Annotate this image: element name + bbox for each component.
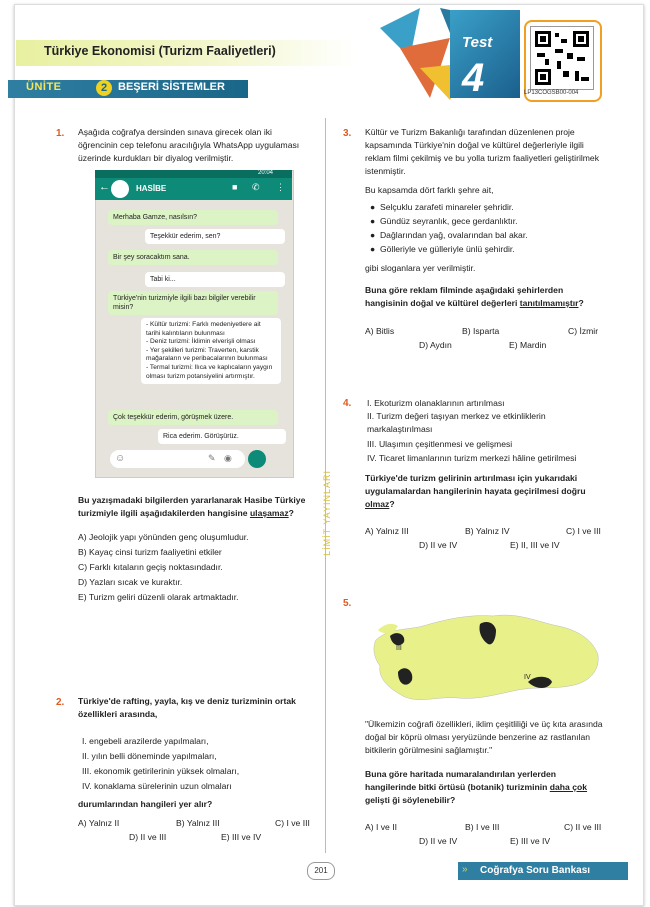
q1-option-b[interactable]: B) Kayaç cinsi turizm faaliyetini etkiler: [78, 547, 222, 557]
chat-message: Türkiye'nin turizmiyle ilgili bazı bilgiler verebilir misin?: [108, 291, 278, 315]
unite-label: ÜNİTE: [26, 81, 62, 93]
q2-option-b[interactable]: B) Yalnız III: [176, 818, 220, 828]
test-number: 4: [462, 56, 485, 100]
test-word: Test: [462, 34, 493, 51]
q4-item: IV. Ticaret limanlarının turizm merkezi hâline getirilmesi: [367, 453, 577, 463]
q4-option-c[interactable]: C) I ve III: [566, 526, 601, 536]
emoji-icon[interactable]: ☺: [115, 453, 126, 464]
q4-option-b[interactable]: B) Yalnız IV: [465, 526, 510, 536]
q3-bullet: ● Selçuklu zarafeti minareler şehridir.: [370, 202, 514, 212]
map-label-ii: II: [408, 676, 412, 683]
q3-option-e[interactable]: E) Mardin: [509, 340, 547, 350]
q3-option-c[interactable]: C) İzmir: [568, 326, 599, 336]
q4-number: 4.: [343, 398, 352, 409]
q4-item: III. Ulaşımın çeşitlenmesi ve gelişmesi: [367, 439, 513, 449]
chat-message: Çok teşekkür ederim, görüşmek üzere.: [108, 410, 278, 425]
q5-option-e[interactable]: E) III ve IV: [510, 836, 551, 846]
q3-after: gibi sloganlara yer verilmiştir.: [365, 263, 476, 273]
page-title: Türkiye Ekonomisi (Turizm Faaliyetleri): [44, 44, 276, 58]
video-call-icon[interactable]: ■: [232, 182, 238, 192]
chat-message: - Kültür turizmi: Farklı medeniyetlere ait tarihi kalıntıların bulunması - Deniz turizmi: İklimin elverişli olması - Yer şekilleri turizmi: Traverten, karstik mağaraların ve peribacalarının bulunması - Termal turizmi: Ilıca ve kaplıcaların yaygın olması turizm potansiyelini artırmıştır.: [141, 318, 281, 384]
q3-option-d[interactable]: D) Aydın: [419, 340, 452, 350]
menu-icon[interactable]: ⋮: [276, 182, 285, 192]
chat-message: Rica ederim. Görüşürüz.: [158, 429, 286, 444]
q4-option-e[interactable]: E) II, III ve IV: [510, 540, 560, 550]
brand-vertical: LİMİT YAYINLARI: [322, 470, 332, 556]
q5-quote: "Ülkemizin coğrafi özellikleri, iklim çeşitliliği ve üç kıta arasında doğal bir köprü olması yeryüzünde benzerine az rastlanılan bitkilerin görülmesini sağlamıştır.": [365, 719, 603, 755]
chat-message: Merhaba Gamze, nasılsın?: [108, 210, 278, 225]
q1-option-c[interactable]: C) Farklı kıtaların geçiş noktasındadır.: [78, 562, 223, 572]
q1-number: 1.: [56, 128, 65, 139]
map-label-iv: IV: [524, 674, 531, 681]
q2-item: III. ekonomik getirilerinin yüksek olmaları,: [82, 766, 240, 776]
q1-option-a[interactable]: A) Jeolojik yapı yönünden genç oluşumludur.: [78, 532, 249, 542]
avatar: [111, 180, 129, 198]
camera-icon[interactable]: ◉: [224, 453, 232, 463]
q2-option-d[interactable]: D) II ve III: [129, 832, 167, 842]
q1-intro: Aşağıda coğrafya dersinden sınava girecek olan iki öğrencinin cep telefonu aracılığıyla WhatsApp uygulaması üzerinde kurdukları bir diyalog verilmiştir.: [78, 127, 300, 163]
page-number: 201: [307, 862, 335, 880]
turkey-map: [368, 600, 604, 710]
q1-option-d[interactable]: D) Yazları sıcak ve kuraktır.: [78, 577, 183, 587]
q3-lead: Bu kapsamda dört farklı şehre ait,: [365, 185, 494, 195]
q3-number: 3.: [343, 128, 352, 139]
chat-message: Teşekkür ederim, sen?: [145, 229, 285, 244]
q4-item: II. Turizm değeri taşıyan merkez ve etkinliklerin markalaştırılması: [367, 411, 546, 434]
q3-bullet: ● Dağlarından yağ, ovalarından bal akar.: [370, 230, 528, 240]
q2-question: durumlarından hangileri yer alır?: [78, 799, 213, 809]
chat-status-time: 20:04: [258, 170, 274, 176]
q4-option-d[interactable]: D) II ve IV: [419, 540, 458, 550]
qr-code-id: LP13COGSB00-004: [524, 90, 579, 96]
q2-item: II. yılın belli döneminde yapılmaları,: [82, 751, 217, 761]
back-arrow-icon[interactable]: ←: [99, 181, 110, 193]
q2-option-c[interactable]: C) I ve III: [275, 818, 310, 828]
q5-question: Buna göre haritada numaralandırılan yerlerden hangilerinde bitki örtüsü (botanik) turizminin daha çok gelişti ği söylenebilir?: [365, 769, 588, 805]
unite-name: BEŞERİ SİSTEMLER: [118, 81, 225, 93]
q3-bullet: ● Gündüz seyranlık, gece gerdanlıktır.: [370, 216, 518, 226]
q3-bullet: ● Gölleriyle ve gülleriyle ünlü şehirdir.: [370, 244, 515, 254]
q2-option-a[interactable]: A) Yalnız II: [78, 818, 120, 828]
q1-option-e[interactable]: E) Turizm geliri düzenli olarak artmaktadır.: [78, 592, 239, 602]
q1-question: Bu yazışmadaki bilgilerden yararlanarak Hasibe Türkiye turizmiyle ilgili aşağıdakilerden hangisine ulaşamaz?: [78, 495, 306, 518]
q3-option-b[interactable]: B) Isparta: [462, 326, 500, 336]
q5-option-c[interactable]: C) II ve III: [564, 822, 602, 832]
map-label-i: I: [484, 631, 486, 638]
q2-number: 2.: [56, 697, 65, 708]
microphone-icon[interactable]: [248, 450, 266, 468]
chevron-icon: »: [462, 864, 468, 875]
attach-icon[interactable]: ✎: [208, 453, 216, 463]
q2-option-e[interactable]: E) III ve IV: [221, 832, 262, 842]
chat-contact-name: HASİBE: [136, 184, 167, 193]
q3-question: Buna göre reklam filminde aşağıdaki şehirlerden hangisinin doğal ve kültürel değerleri tanıtılmamıştır?: [365, 285, 584, 308]
phone-call-icon[interactable]: ✆: [252, 182, 260, 192]
q2-item: I. engebeli arazilerde yapılmaları,: [82, 736, 209, 746]
chat-message: Tabi ki...: [145, 272, 285, 287]
qr-code-icon[interactable]: [530, 26, 594, 90]
q4-option-a[interactable]: A) Yalnız III: [365, 526, 409, 536]
q2-item: IV. konaklama sürelerinin uzun olmaları: [82, 781, 232, 791]
q5-option-d[interactable]: D) II ve IV: [419, 836, 458, 846]
q5-option-b[interactable]: B) I ve III: [465, 822, 500, 832]
q5-number: 5.: [343, 598, 352, 609]
book-name: Coğrafya Soru Bankası: [480, 865, 591, 876]
q2-intro: Türkiye'de rafting, yayla, kış ve deniz turizminin ortak özellikleri arasında,: [78, 696, 296, 719]
map-label-iii: III: [396, 645, 402, 652]
q3-intro: Kültür ve Turizm Bakanlığı tarafından düzenlenen proje kapsamında Türkiye'nin doğal ve kültürel değerleriyle ilgili reklam filmi çekilmiş ve bu yolla turizm faaliyetleri geliştirilmek istenmiştir.: [365, 127, 599, 176]
test-badge: [450, 10, 520, 98]
q4-item: I. Ekoturizm olanaklarının artırılması: [367, 398, 505, 408]
q4-question: Türkiye'de turizm gelirinin artırılması için yukarıdaki uygulamalardan hangilerinin hayata geçirilmesi doğru olmaz?: [365, 473, 586, 509]
chat-message: Bir şey soracaktım sana.: [108, 250, 278, 265]
unite-number: 2: [96, 80, 112, 96]
q3-option-a[interactable]: A) Bitlis: [365, 326, 395, 336]
q5-option-a[interactable]: A) I ve II: [365, 822, 397, 832]
